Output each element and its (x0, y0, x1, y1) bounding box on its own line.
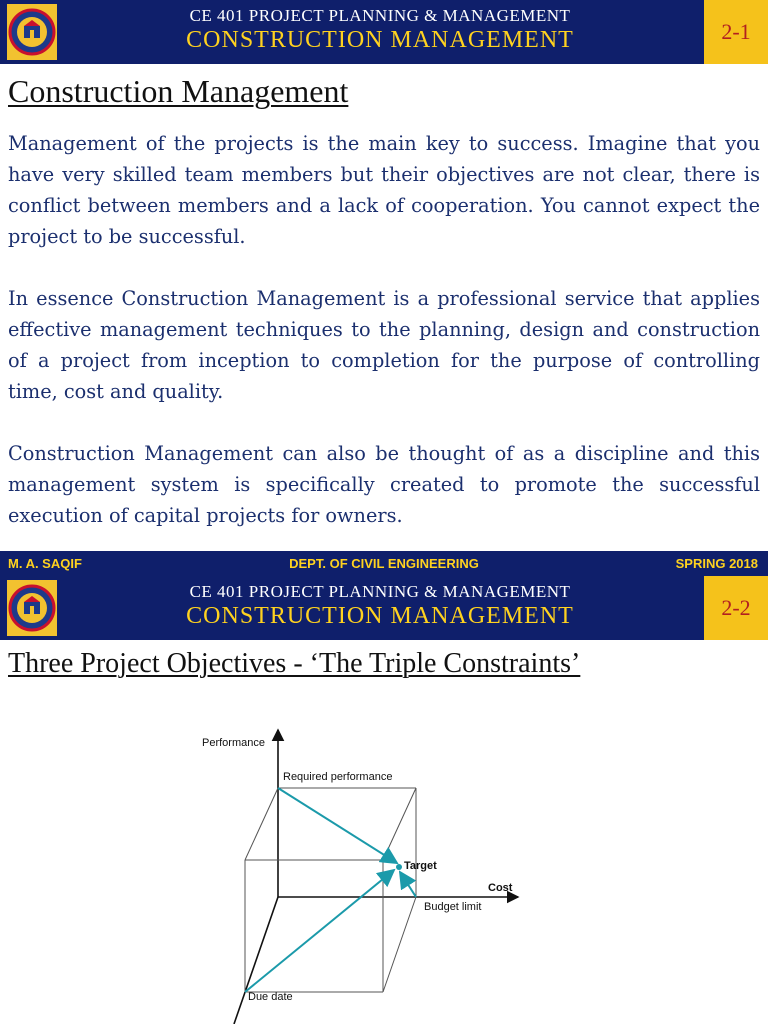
due-date-label: Due date (248, 991, 293, 1003)
budget-limit-label: Budget limit (424, 901, 482, 913)
topic-title: CONSTRUCTION MANAGEMENT (186, 27, 574, 53)
footer-term: SPRING 2018 (675, 556, 758, 571)
cost-axis-label: Cost (488, 882, 513, 894)
page-title: Three Project Objectives - ‘The Triple Constraints’ (8, 648, 581, 679)
topic-title: CONSTRUCTION MANAGEMENT (186, 603, 574, 629)
time-vector (245, 870, 394, 992)
time-axis (234, 897, 278, 1024)
slide-number: 2-1 (704, 0, 768, 64)
paragraph: Construction Management can also be thought of as a discipline and this management system is specifically created to promote the successful execution of capital projects for owners. (8, 442, 760, 527)
slide-footer (0, 551, 768, 576)
performance-axis-label: Performance (202, 737, 265, 749)
paragraph: Management of the projects is the main key to success. Imagine that you have very skilled team members but their objectives are not clear, there is conflict between members and a lack of cooperation. You cannot expect the project to be successful. (8, 132, 760, 248)
footer-department: DEPT. OF CIVIL ENGINEERING (289, 556, 479, 571)
university-logo (7, 580, 57, 636)
paragraph: In essence Construction Management is a professional service that applies effective management techniques to the planning, design and construction of a project from inception to completion for the purpose of controlling time, cost and quality. (8, 287, 760, 403)
footer-author: M. A. SAQIF (8, 556, 82, 571)
constraint-box (245, 788, 416, 992)
required-performance-label: Required performance (283, 771, 393, 783)
slide-header-1 (0, 0, 768, 64)
slide-body (8, 128, 760, 562)
course-title: CE 401 PROJECT PLANNING & MANAGEMENT (189, 582, 571, 601)
performance-vector (278, 788, 397, 863)
cost-vector (400, 872, 416, 897)
triple-constraints-diagram (190, 718, 550, 1024)
slide-number: 2-2 (704, 576, 768, 640)
target-point (396, 864, 402, 870)
target-label: Target (404, 860, 437, 872)
course-title: CE 401 PROJECT PLANNING & MANAGEMENT (189, 6, 571, 25)
slide-header-2 (0, 576, 768, 640)
university-logo (7, 4, 57, 60)
page-title: Construction Management (8, 73, 349, 109)
